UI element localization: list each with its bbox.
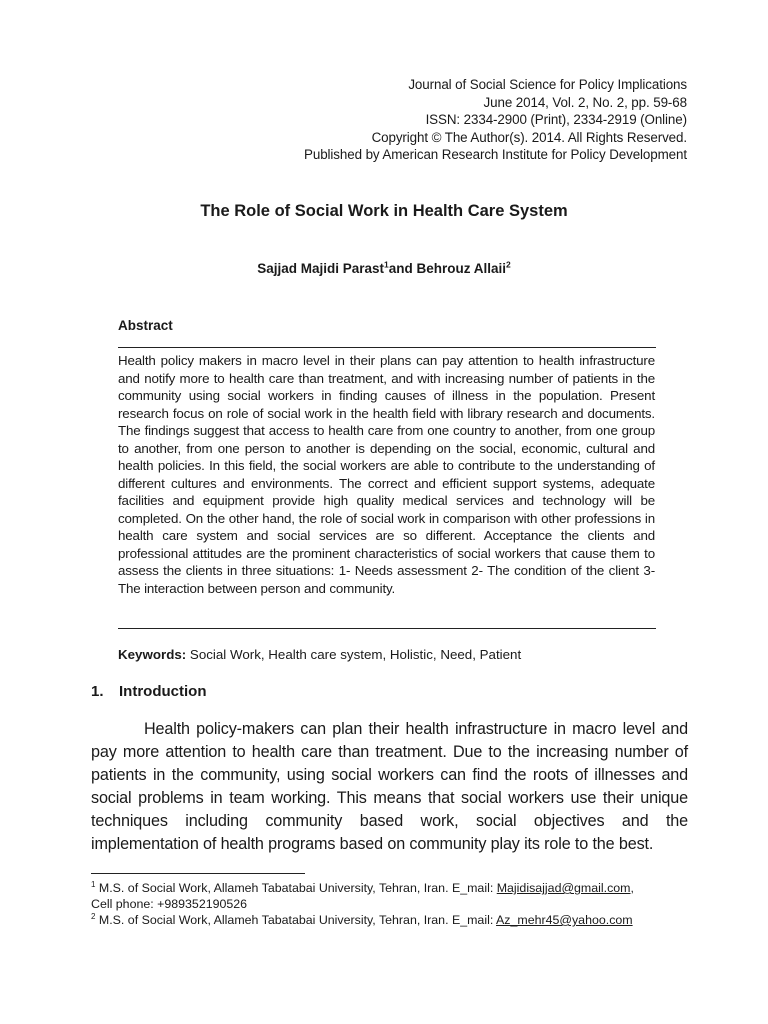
footnote-2-mark: 2 — [91, 911, 96, 921]
author-1-footnote-mark: 1 — [384, 259, 389, 270]
keywords-text: Social Work, Health care system, Holistic, Need, Patient — [186, 647, 522, 662]
keywords-line — [118, 647, 521, 662]
footnote-1-phone: Cell phone: +989352190526 — [91, 897, 248, 911]
journal-copyright: Copyright © The Author(s). 2014. All Rights Reserved. — [371, 129, 687, 145]
footnote-1-email-link[interactable]: Majidisajjad@gmail.com — [496, 881, 631, 895]
paper-title: The Role of Social Work in Health Care System — [200, 202, 568, 220]
journal-publisher: Published by American Research Institute for Policy Development — [304, 147, 687, 163]
author-2-footnote-mark: 2 — [506, 259, 511, 270]
footnotes — [91, 880, 691, 928]
abstract-text: Health policy makers in macro level in their plans can pay attention to health infrastructure and notify more to health care than treatment, and with increasing number of patients in the community using social workers in finding causes of illness in the population. Present research focus on role of social work in the health field with library research and documents. The findings suggest that access to health care from one country to another, from one group to another, from one person to another is depending on the social, economic, cultural and health policies. In this field, the social workers are able to contribute to the understanding of different cultures and environments. The correct and efficient support systems, adequate facilities and equipment provide high quality medical services and technology will be completed. On the other hand, the role of social work in comparison with other professions in health care system and social services are so different. Acceptance the clients and professional attitudes are the prominent characteristics of social workers that cause them to assess the clients in three situations: 1- Needs assessment 2- The condition of the client 3- The interaction between person and community. — [118, 353, 655, 596]
footnote-separator — [91, 873, 305, 874]
abstract-top-rule — [118, 347, 656, 348]
abstract-heading: Abstract — [118, 318, 173, 333]
footnote-1-text: M.S. of Social Work, Allameh Tabatabai University, Tehran, Iran. E_mail: — [95, 881, 497, 895]
journal-issue: June 2014, Vol. 2, No. 2, pp. 59-68 — [483, 94, 687, 110]
footnote-1-comma: , — [630, 881, 634, 895]
author-line — [0, 261, 768, 276]
footnote-2-email-link[interactable]: Az_mehr45@yahoo.com — [496, 913, 633, 927]
journal-name: Journal of Social Science for Policy Implications — [408, 77, 687, 92]
footnote-1-mark: 1 — [91, 879, 96, 889]
introduction-paragraph: Health policy-makers can plan their health infrastructure in macro level and pay more attention to health care than treatment. Due to the increasing number of patients in the community, using social workers can find the roots of illnesses and social problems in team working. This means that social workers use their unique techniques including community based work, social objectives and the implementation of health programs based on community play its role to the best. — [91, 720, 688, 853]
footnote-1 — [91, 880, 691, 896]
footnote-2-text: M.S. of Social Work, Allameh Tabatabai University, Tehran, Iran. E_mail: — [95, 913, 497, 927]
section-heading-introduction — [91, 683, 206, 700]
section-title: Introduction — [119, 683, 207, 700]
footnote-2 — [91, 912, 691, 928]
abstract-bottom-rule — [118, 628, 656, 629]
author-1-name: Sajjad Majidi Parast — [257, 261, 385, 276]
journal-header — [304, 76, 687, 164]
section-number: 1. — [91, 683, 104, 700]
journal-issn: ISSN: 2334-2900 (Print), 2334-2919 (Online) — [425, 112, 687, 128]
keywords-label: Keywords: — [118, 647, 187, 662]
author-2-name: and Behrouz Allaii — [388, 261, 507, 276]
